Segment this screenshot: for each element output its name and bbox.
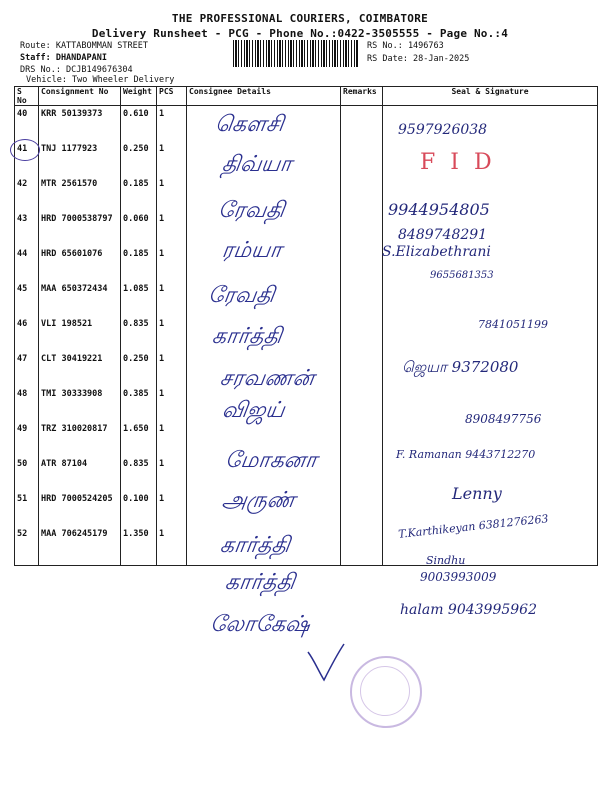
cell-sno: 44 bbox=[15, 246, 39, 281]
col-seal-signature: Seal & Signature bbox=[383, 87, 598, 106]
receiver-signature: 8908497756 bbox=[465, 412, 542, 426]
row-41-circle-mark bbox=[10, 139, 40, 161]
cell-weight: 0.100 bbox=[121, 491, 157, 526]
cell-remarks bbox=[341, 386, 383, 421]
cell-sno: 48 bbox=[15, 386, 39, 421]
cell-sno: 46 bbox=[15, 316, 39, 351]
consignee-sign: கார்த்தி bbox=[223, 570, 297, 595]
cell-weight: 0.835 bbox=[121, 316, 157, 351]
cell-pcs: 1 bbox=[157, 351, 187, 386]
cell-weight: 1.650 bbox=[121, 421, 157, 456]
cell-weight: 0.385 bbox=[121, 386, 157, 421]
receiver-signature: 9944954805 bbox=[388, 200, 490, 219]
cell-remarks bbox=[341, 526, 383, 566]
cell-remarks bbox=[341, 456, 383, 491]
cell-remarks bbox=[341, 491, 383, 526]
table-row bbox=[15, 246, 598, 281]
consignee-sign: மோகனா bbox=[223, 448, 319, 473]
cell-signature bbox=[383, 281, 598, 316]
cell-sno: 42 bbox=[15, 176, 39, 211]
cell-sno: 51 bbox=[15, 491, 39, 526]
seal-stamp bbox=[350, 656, 422, 728]
cell-consignment: MAA 706245179 bbox=[39, 526, 121, 566]
cell-consignment: MTR 2561570 bbox=[39, 176, 121, 211]
cell-sno: 49 bbox=[15, 421, 39, 456]
cell-pcs: 1 bbox=[157, 141, 187, 176]
cell-pcs: 1 bbox=[157, 386, 187, 421]
runsheet-subtitle: Delivery Runsheet - PCG - Phone No.:0422-3505555 - Page No.:4 bbox=[91, 27, 509, 40]
table-row bbox=[15, 106, 598, 142]
consignee-sign: லோகேஷ் bbox=[208, 612, 312, 637]
cell-consignment: HRD 7000524205 bbox=[39, 491, 121, 526]
table-row bbox=[15, 176, 598, 211]
cell-pcs: 1 bbox=[157, 281, 187, 316]
cell-consignment: VLI 198521 bbox=[39, 316, 121, 351]
cell-remarks bbox=[341, 106, 383, 142]
cell-pcs: 1 bbox=[157, 526, 187, 566]
cell-remarks bbox=[341, 316, 383, 351]
receiver-signature: F. Ramanan 9443712270 bbox=[396, 448, 536, 461]
cell-pcs: 1 bbox=[157, 421, 187, 456]
cell-sno: 47 bbox=[15, 351, 39, 386]
fid-mark: F I D bbox=[420, 150, 496, 175]
consignee-sign: திவ்யா bbox=[220, 152, 294, 177]
consignee-sign: கார்த்தி bbox=[218, 533, 292, 558]
staff-label: Staff: DHANDAPANI bbox=[20, 53, 107, 63]
receiver-signature: 9655681353 bbox=[430, 270, 494, 281]
cell-sno: 52 bbox=[15, 526, 39, 566]
cell-sno: 41 bbox=[15, 141, 39, 176]
cell-consignment: ATR 87104 bbox=[39, 456, 121, 491]
cell-pcs: 1 bbox=[157, 456, 187, 491]
receiver-signature: halam 9043995962 bbox=[400, 602, 537, 618]
cell-remarks bbox=[341, 176, 383, 211]
vehicle-label: Vehicle: Two Wheeler Delivery bbox=[26, 75, 175, 85]
consignee-sign: கார்த்தி bbox=[210, 324, 284, 349]
cell-weight: 0.250 bbox=[121, 351, 157, 386]
cell-pcs: 1 bbox=[157, 106, 187, 142]
table-row bbox=[15, 526, 598, 566]
cell-consignment: TRZ 310020817 bbox=[39, 421, 121, 456]
receiver-signature: S.Elizabethrani bbox=[382, 244, 491, 260]
cell-weight: 1.085 bbox=[121, 281, 157, 316]
cell-pcs: 1 bbox=[157, 316, 187, 351]
rs-date: RS Date: 28-Jan-2025 bbox=[367, 54, 470, 64]
receiver-signature: 8489748291 bbox=[398, 227, 488, 243]
col-sno: S No bbox=[15, 87, 39, 106]
consignee-sign: விஜய் bbox=[220, 398, 287, 423]
drs-label: DRS No.: DCJB149676304 bbox=[20, 65, 133, 75]
barcode bbox=[233, 40, 359, 67]
cell-consignment: KRR 50139373 bbox=[39, 106, 121, 142]
cell-consignment: CLT 30419221 bbox=[39, 351, 121, 386]
rs-number: RS No.: 1496763 bbox=[367, 41, 444, 51]
consignee-sign: ரேவதி bbox=[216, 198, 287, 223]
cell-sno: 50 bbox=[15, 456, 39, 491]
cell-pcs: 1 bbox=[157, 176, 187, 211]
cell-consignment: HRD 65601076 bbox=[39, 246, 121, 281]
cell-sno: 45 bbox=[15, 281, 39, 316]
cell-remarks bbox=[341, 421, 383, 456]
table-row bbox=[15, 141, 598, 176]
table-row bbox=[15, 211, 598, 246]
col-pcs: PCS bbox=[157, 87, 187, 106]
cell-remarks bbox=[341, 281, 383, 316]
cell-weight: 0.060 bbox=[121, 211, 157, 246]
receiver-signature: ஜெயா 9372080 bbox=[402, 358, 519, 376]
consignee-sign: ரம்யா bbox=[220, 238, 284, 263]
consignee-sign: சரவணன் bbox=[218, 366, 316, 391]
cell-weight: 1.350 bbox=[121, 526, 157, 566]
cell-sno: 40 bbox=[15, 106, 39, 142]
receiver-signature: T.Karthikeyan 6381276263 bbox=[397, 512, 550, 541]
consignee-sign: ரேவதி bbox=[206, 283, 277, 308]
cell-weight: 0.185 bbox=[121, 246, 157, 281]
cell-pcs: 1 bbox=[157, 246, 187, 281]
cell-remarks bbox=[341, 351, 383, 386]
cell-remarks bbox=[341, 246, 383, 281]
table-header bbox=[15, 87, 598, 106]
col-weight: Weight bbox=[121, 87, 157, 106]
cell-weight: 0.610 bbox=[121, 106, 157, 142]
cell-consignment: HRD 7000538797 bbox=[39, 211, 121, 246]
receiver-signature: 9003993009 bbox=[420, 570, 497, 584]
cell-consignment: TMI 30333908 bbox=[39, 386, 121, 421]
table-row bbox=[15, 281, 598, 316]
cell-consignment: MAA 650372434 bbox=[39, 281, 121, 316]
cell-consignment: TNJ 1177923 bbox=[39, 141, 121, 176]
company-title: THE PROFESSIONAL COURIERS, COIMBATORE bbox=[171, 12, 429, 25]
route-label: Route: KATTABOMMAN STREET bbox=[20, 41, 148, 51]
receiver-signature: Lenny bbox=[452, 484, 502, 503]
col-consignment: Consignment No bbox=[39, 87, 121, 106]
col-remarks: Remarks bbox=[341, 87, 383, 106]
col-consignee: Consignee Details bbox=[187, 87, 341, 106]
receiver-signature: 7841051199 bbox=[478, 318, 548, 331]
consignee-sign: அருண் bbox=[220, 488, 297, 513]
cell-weight: 0.835 bbox=[121, 456, 157, 491]
cell-sno: 43 bbox=[15, 211, 39, 246]
cell-remarks bbox=[341, 141, 383, 176]
cell-pcs: 1 bbox=[157, 211, 187, 246]
cell-weight: 0.250 bbox=[121, 141, 157, 176]
receiver-signature: 9597926038 bbox=[398, 122, 488, 138]
receiver-signature: Sindhu bbox=[426, 554, 466, 567]
cell-remarks bbox=[341, 211, 383, 246]
cell-pcs: 1 bbox=[157, 491, 187, 526]
consignee-sign: கௌசி bbox=[213, 112, 286, 137]
cell-weight: 0.185 bbox=[121, 176, 157, 211]
